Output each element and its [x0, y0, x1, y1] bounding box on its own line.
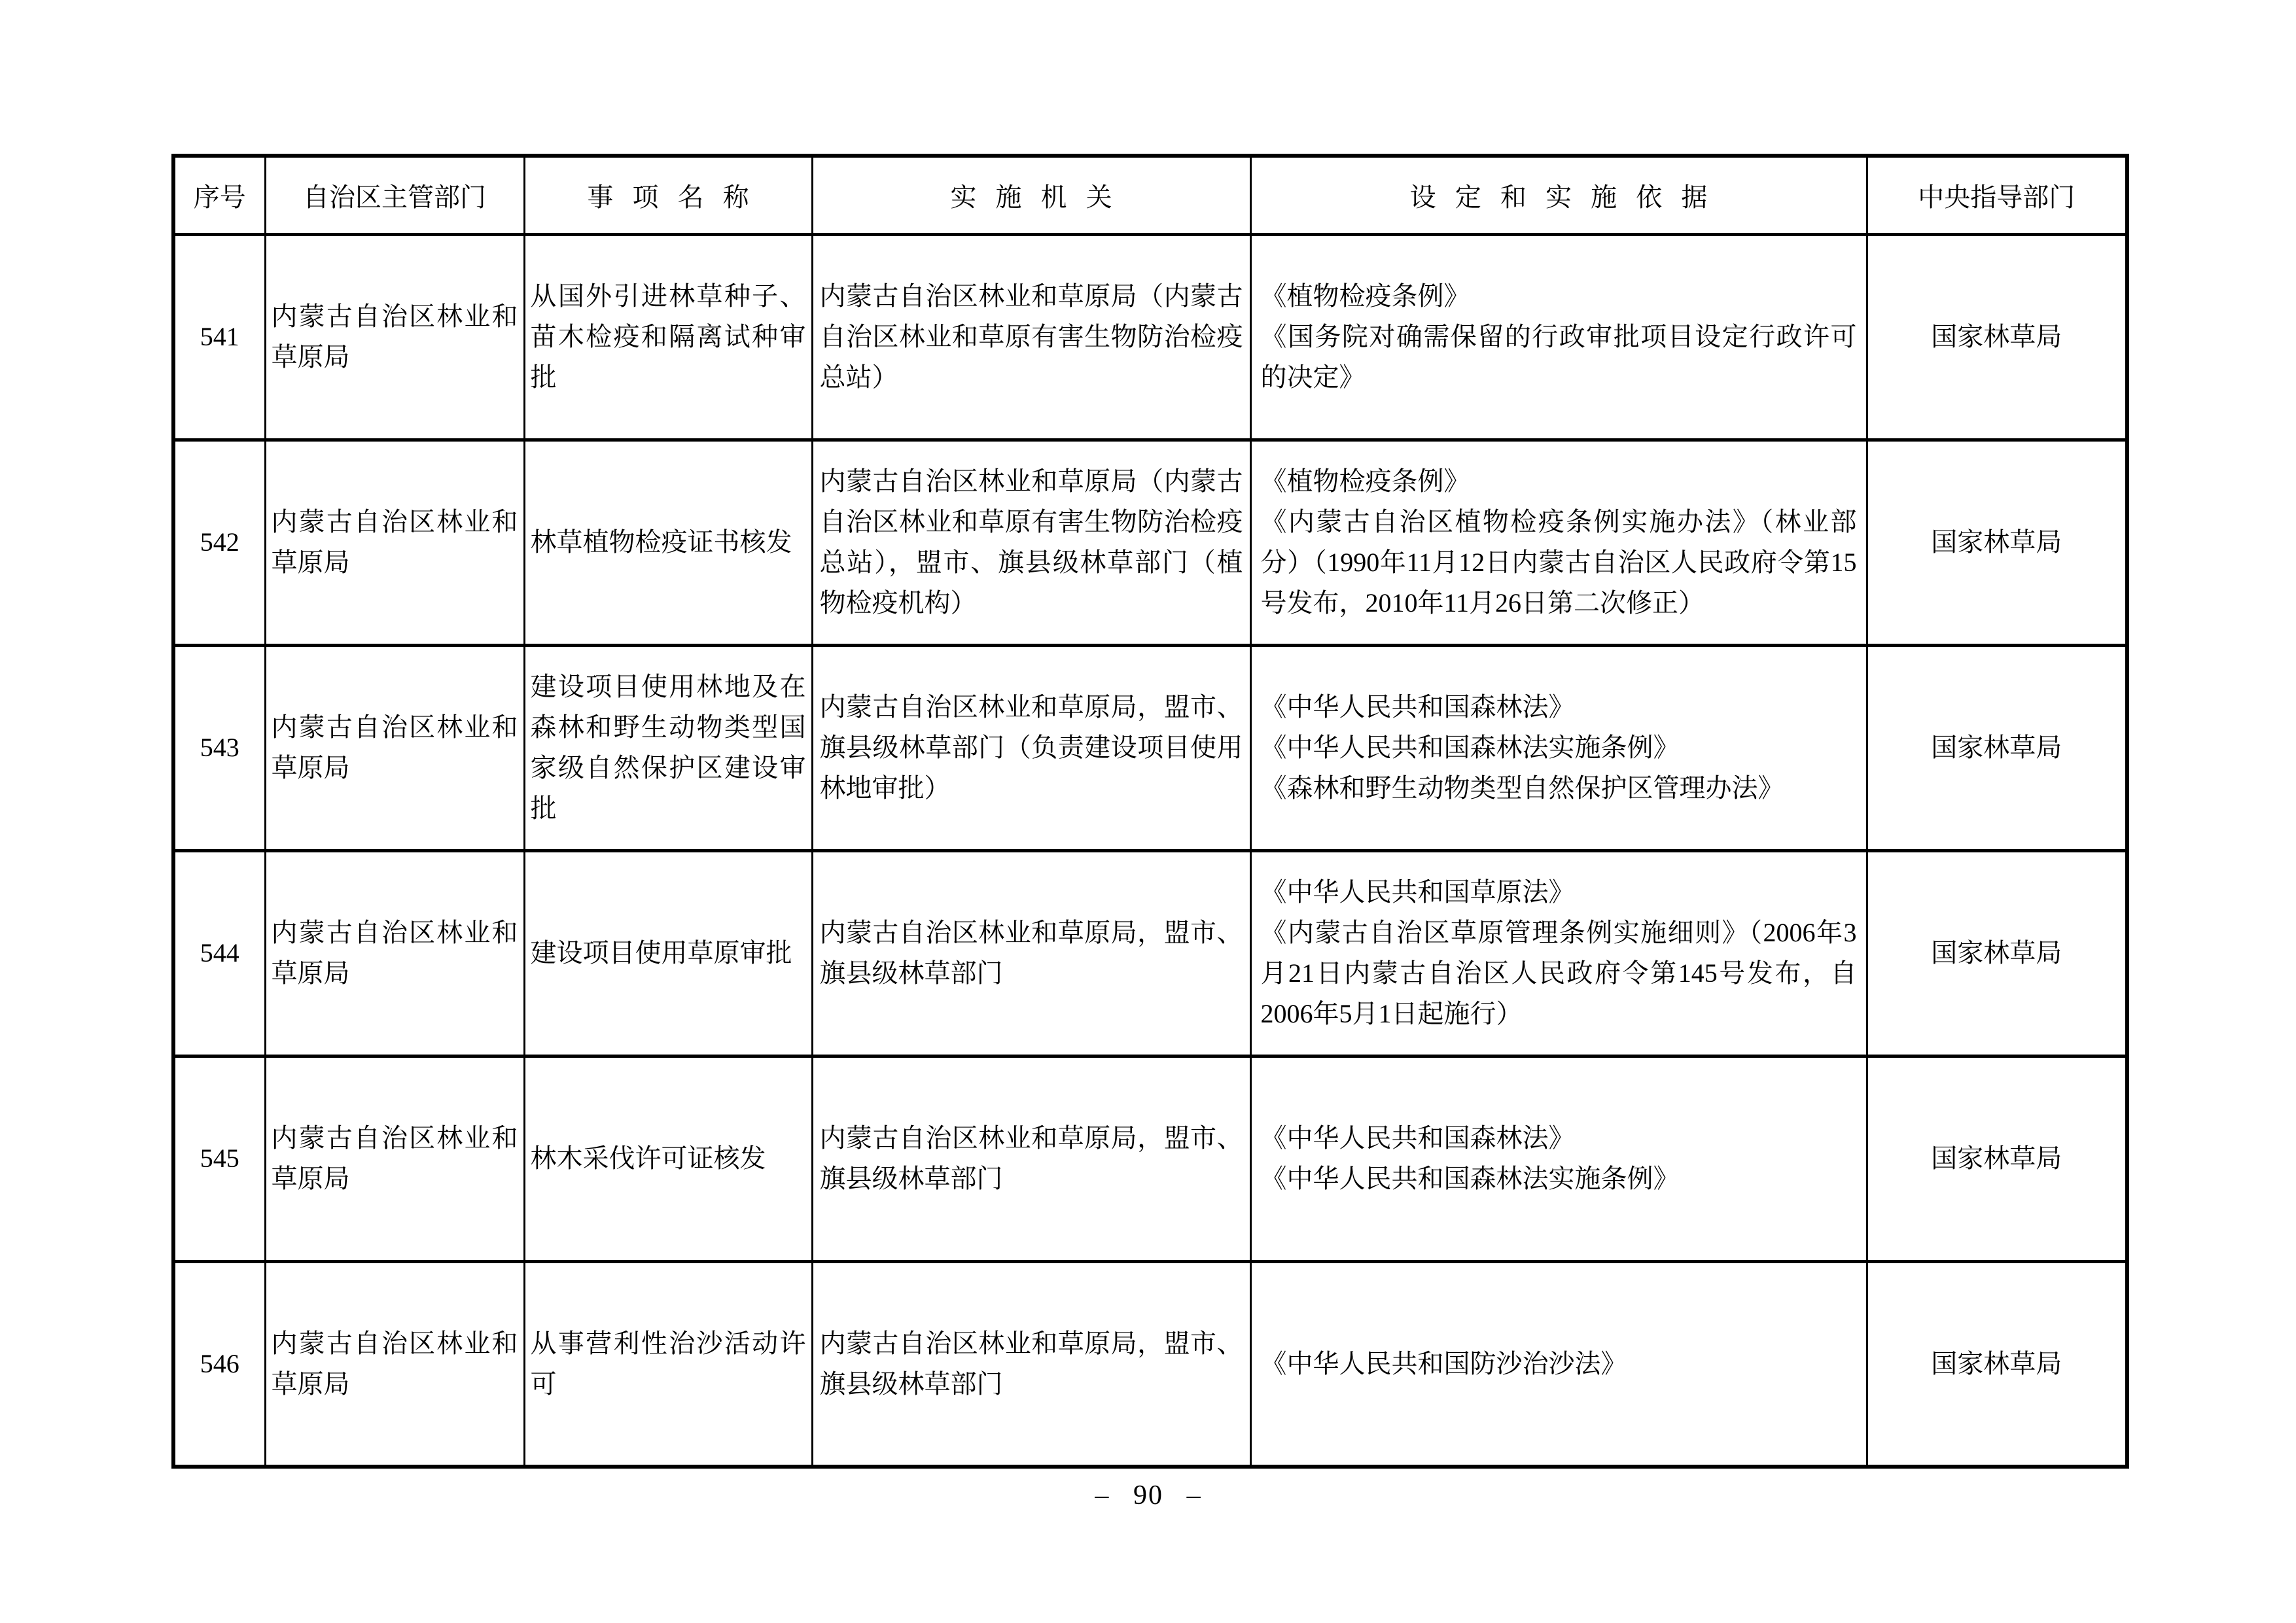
cell-legal-basis: [1250, 440, 1867, 645]
legal-basis-line: 《内蒙古自治区草原管理条例实施细则》（2006年3月21日内蒙古自治区人民政府令第145号发布，自2006年5月1日起施行）: [1260, 918, 1857, 1028]
cell-serial-number: 544: [173, 850, 265, 1056]
cell-central-department: 国家林草局: [1867, 234, 2127, 440]
legal-basis-line: 《植物检疫条例》: [1260, 466, 1470, 496]
header-central-department: 中央指导部门: [1867, 156, 2127, 234]
cell-item-name: 建设项目使用草原审批: [524, 850, 812, 1056]
legal-basis-line: 《中华人民共和国森林法实施条例》: [1260, 1164, 1680, 1193]
cell-implementing-agency: 内蒙古自治区林业和草原局，盟市、旗县级林草部门: [812, 850, 1250, 1056]
cell-department: 内蒙古自治区林业和草原局: [265, 1056, 524, 1261]
cell-item-name: 建设项目使用林地及在森林和野生动物类型国家级自然保护区建设审批: [524, 645, 812, 850]
cell-department: 内蒙古自治区林业和草原局: [265, 440, 524, 645]
legal-basis-line: 《中华人民共和国森林法》: [1260, 692, 1575, 722]
cell-central-department: 国家林草局: [1867, 645, 2127, 850]
header-implementing-agency: 实 施 机 关: [812, 156, 1250, 234]
header-department: 自治区主管部门: [265, 156, 524, 234]
cell-department: 内蒙古自治区林业和草原局: [265, 645, 524, 850]
cell-implementing-agency: 内蒙古自治区林业和草原局（内蒙古自治区林业和草原有害生物防治检疫总站），盟市、旗县级林草部门（植物检疫机构）: [812, 440, 1250, 645]
legal-basis-line: 《森林和野生动物类型自然保护区管理办法》: [1260, 773, 1784, 803]
cell-legal-basis: [1250, 1261, 1867, 1467]
cell-legal-basis: [1250, 234, 1867, 440]
cell-item-name: 从国外引进林草种子、苗木检疫和隔离试种审批: [524, 234, 812, 440]
cell-central-department: 国家林草局: [1867, 1056, 2127, 1261]
cell-serial-number: 542: [173, 440, 265, 645]
cell-implementing-agency: 内蒙古自治区林业和草原局（内蒙古自治区林业和草原有害生物防治检疫总站）: [812, 234, 1250, 440]
cell-central-department: 国家林草局: [1867, 440, 2127, 645]
table-row: [173, 234, 2127, 440]
cell-legal-basis: [1250, 645, 1867, 850]
cell-department: 内蒙古自治区林业和草原局: [265, 850, 524, 1056]
cell-implementing-agency: 内蒙古自治区林业和草原局，盟市、旗县级林草部门（负责建设项目使用林地审批）: [812, 645, 1250, 850]
table-row: [173, 850, 2127, 1056]
table-row: [173, 645, 2127, 850]
header-serial-number: 序号: [173, 156, 265, 234]
table-row: [173, 1056, 2127, 1261]
cell-central-department: 国家林草局: [1867, 850, 2127, 1056]
header-legal-basis: 设 定 和 实 施 依 据: [1250, 156, 1867, 234]
cell-serial-number: 545: [173, 1056, 265, 1261]
cell-legal-basis: [1250, 1056, 1867, 1261]
cell-implementing-agency: 内蒙古自治区林业和草原局，盟市、旗县级林草部门: [812, 1056, 1250, 1261]
header-item-name: 事 项 名 称: [524, 156, 812, 234]
cell-item-name: 从事营利性治沙活动许可: [524, 1261, 812, 1467]
legal-basis-line: 《中华人民共和国森林法实施条例》: [1260, 733, 1680, 762]
cell-item-name: 林草植物检疫证书核发: [524, 440, 812, 645]
cell-item-name: 林木采伐许可证核发: [524, 1056, 812, 1261]
table-row: [173, 440, 2127, 645]
legal-basis-line: 《中华人民共和国防沙治沙法》: [1260, 1348, 1627, 1378]
table-row: [173, 1261, 2127, 1467]
legal-basis-line: 《中华人民共和国草原法》: [1260, 877, 1575, 907]
cell-serial-number: 541: [173, 234, 265, 440]
legal-basis-line: 《中华人民共和国森林法》: [1260, 1123, 1575, 1153]
cell-central-department: 国家林草局: [1867, 1261, 2127, 1467]
legal-basis-line: 《内蒙古自治区植物检疫条例实施办法》（林业部分）（1990年11月12日内蒙古自治区人民政府令第15号发布，2010年11月26日第二次修正）: [1260, 507, 1857, 618]
table-body: [173, 234, 2127, 1467]
cell-department: 内蒙古自治区林业和草原局: [265, 1261, 524, 1467]
cell-legal-basis: [1250, 850, 1867, 1056]
page-number: – 90 –: [1095, 1480, 1202, 1510]
legal-basis-line: 《国务院对确需保留的行政审批项目设定行政许可的决定》: [1260, 322, 1857, 392]
header-row: [173, 156, 2127, 234]
cell-serial-number: 543: [173, 645, 265, 850]
cell-implementing-agency: 内蒙古自治区林业和草原局，盟市、旗县级林草部门: [812, 1261, 1250, 1467]
approval-items-table: [171, 154, 2129, 1469]
legal-basis-line: 《植物检疫条例》: [1260, 281, 1470, 311]
cell-serial-number: 546: [173, 1261, 265, 1467]
cell-department: 内蒙古自治区林业和草原局: [265, 234, 524, 440]
